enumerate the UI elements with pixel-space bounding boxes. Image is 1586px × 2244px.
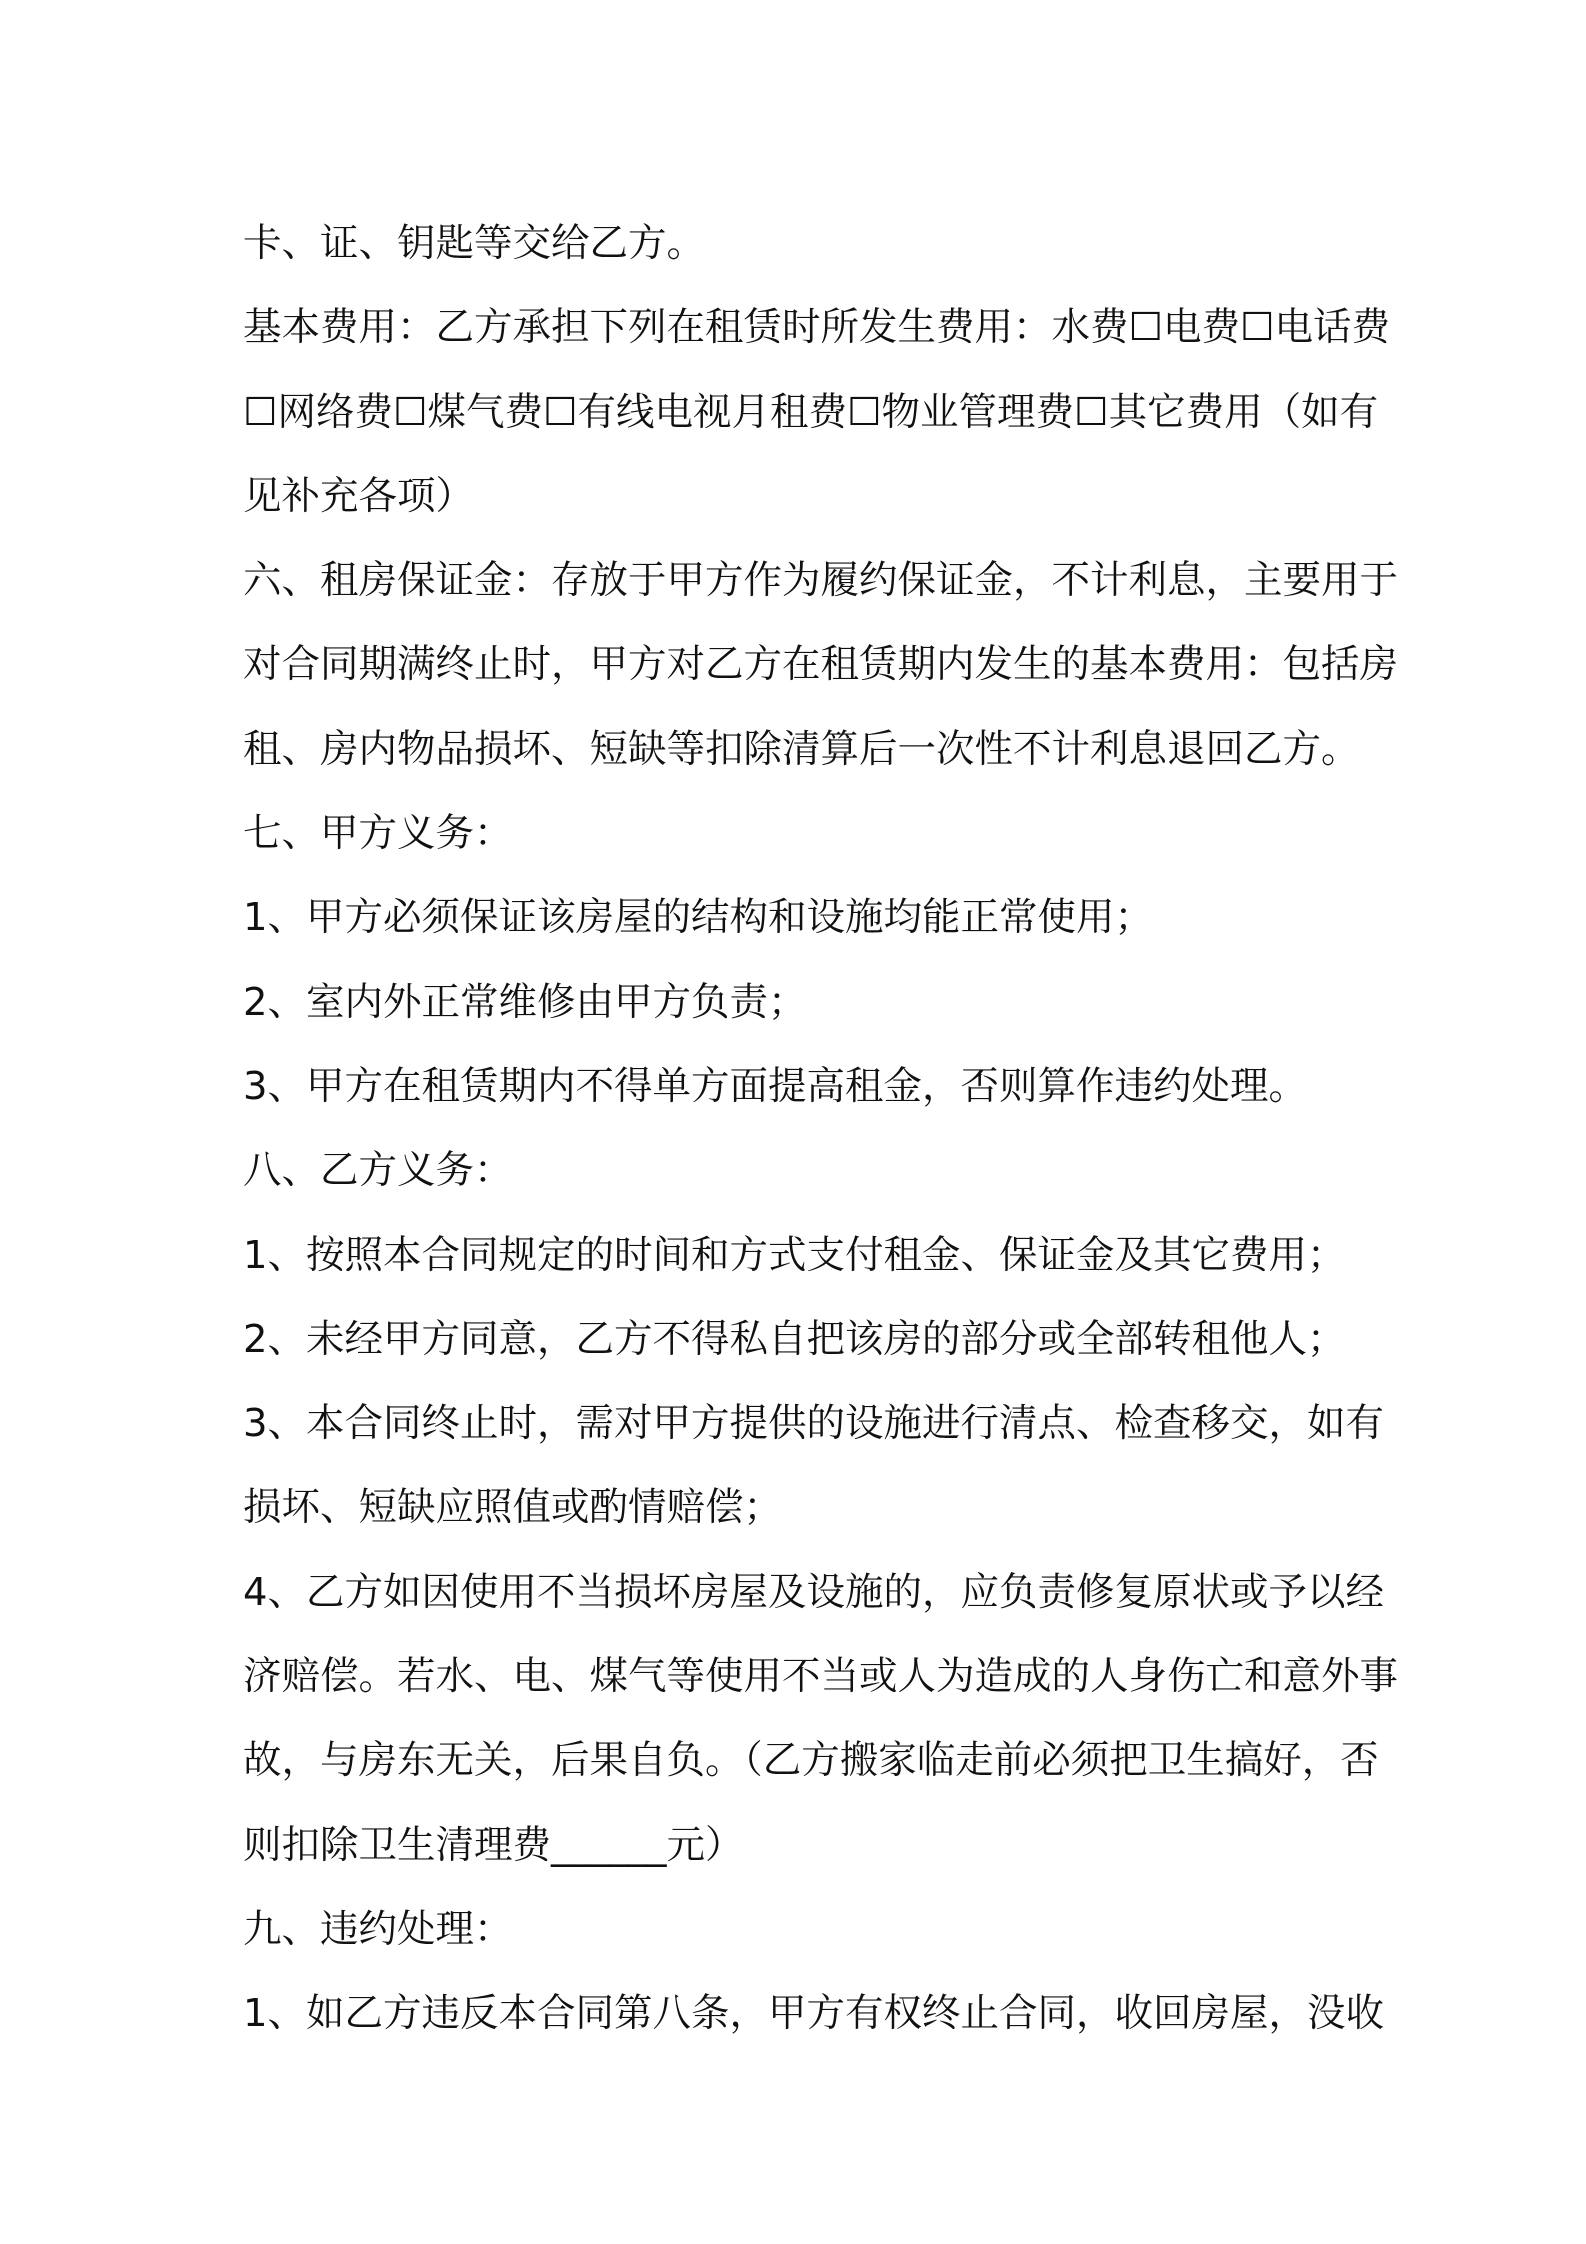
list-item-breach-1: 1、如乙方违反本合同第八条，甲方有权终止合同，收回房屋，没收 bbox=[243, 1991, 1384, 2037]
section-heading-breach: 九、违约处理： bbox=[243, 1906, 513, 1952]
text-line-basic-fees: 基本费用：乙方承担下列在租赁时所发生费用：水费☐电费☐电话费 bbox=[243, 305, 1391, 351]
text-line-deposit-settlement: 对合同期满终止时，甲方对乙方在租赁期内发生的基本费用：包括房 bbox=[243, 642, 1399, 688]
list-item-party-a-1: 1、甲方必须保证该房屋的结构和设施均能正常使用； bbox=[243, 895, 1153, 941]
text-line-handover: 卡、证、钥匙等交给乙方。 bbox=[243, 221, 706, 266]
text-line-deposit-refund: 租、房内物品损坏、短缺等扣除清算后一次性不计利息退回乙方。 bbox=[243, 726, 1360, 772]
list-item-party-b-2: 2、未经甲方同意，乙方不得私自把该房的部分或全部转租他人； bbox=[243, 1316, 1346, 1362]
list-item-party-b-3: 3、本合同终止时，需对甲方提供的设施进行清点、检查移交，如有 bbox=[243, 1401, 1384, 1447]
text-line-party-b-4-cont-1: 济赔偿。若水、电、煤气等使用不当或人为造成的人身伤亡和意外事 bbox=[243, 1654, 1399, 1700]
section-heading-party-a-duties: 七、甲方义务： bbox=[243, 811, 513, 857]
text-line-fee-supplement: 见补充各项） bbox=[243, 473, 475, 519]
text-line-party-b-4-cont-2: 故，与房东无关，后果自负。（乙方搬家临走前必须把卫生搞好，否 bbox=[243, 1738, 1379, 1784]
text-line-party-b-3-cont: 损坏、短缺应照值或酌情赔偿； bbox=[243, 1485, 783, 1531]
document-body bbox=[243, 202, 1399, 2057]
section-heading-deposit: 六、租房保证金：存放于甲方作为履约保证金，不计利息，主要用于 bbox=[243, 558, 1399, 604]
text-line-fee-items: ☐网络费☐煤气费☐有线电视月租费☐物业管理费☐其它费用（如有 bbox=[243, 389, 1379, 435]
list-item-party-a-3: 3、甲方在租赁期内不得单方面提高租金，否则算作违约处理。 bbox=[243, 1063, 1307, 1109]
text-line-cleaning-fee: 则扣除卫生清理费______元） bbox=[243, 1822, 744, 1868]
list-item-party-a-2: 2、室内外正常维修由甲方负责； bbox=[243, 979, 807, 1025]
section-heading-party-b-duties: 八、乙方义务： bbox=[243, 1148, 513, 1194]
list-item-party-b-4: 4、乙方如因使用不当损坏房屋及设施的，应负责修复原状或予以经 bbox=[243, 1569, 1384, 1615]
list-item-party-b-1: 1、按照本合同规定的时间和方式支付租金、保证金及其它费用； bbox=[243, 1232, 1346, 1278]
